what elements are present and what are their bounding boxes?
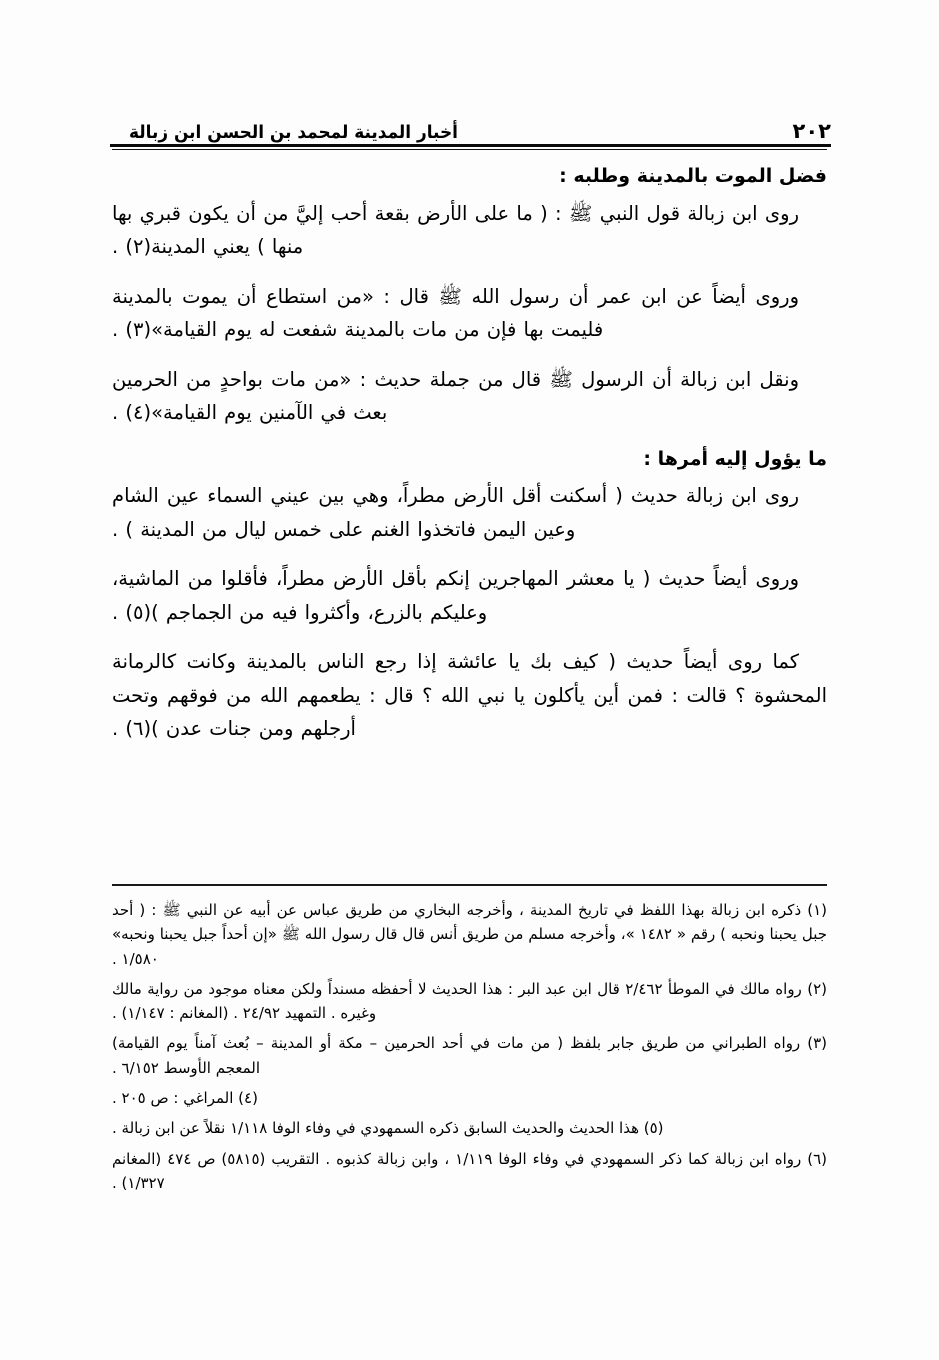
header-rule-thin [112, 149, 827, 150]
running-head-title: أخبار المدينة لمحمد بن الحسن ابن زبالة [128, 122, 458, 143]
paragraph-1-1: روى ابن زبالة قول النبي ﷺ : ( ما على الأرض بقعة أحب إليَّ من أن يكون قبري بها منها ) يعني المدينة‏(٢) . [112, 201, 799, 259]
paragraph-1-2: وروى أيضاً عن ابن عمر أن رسول الله ﷺ قال : «من استطاع أن يموت بالمدينة فليمت بها فإن من مات بالمدينة شفعت له يوم القيامة»‏(٣) . [112, 284, 799, 342]
footnotes-block [112, 898, 827, 1201]
footnote-2: (٢) رواه مالك في الموطأ ٢/٤٦٢ قال ابن عبد البر : هذا الحديث لا أحفظه مسنداً ولكن معناه موجود من رواية مالك وغيره . التمهيد ٢٤/٩٢ . (المغانم : ١/١٤٧) . [112, 979, 827, 1023]
section-heading-2: ما يؤول إليه أمرها : [643, 447, 827, 470]
header-rule-thick [110, 144, 831, 147]
footnote-1: (١) ذكره ابن زبالة بهذا اللفظ في تاريخ المدينة ، وأخرجه البخاري من طريق عباس عن أبيه عن النبي ﷺ : ( أحد جبل يحبنا ونحبه ) رقم « ١٤٨٢ »، وأخرجه مسلم من طريق أنس قال قال رسول الله ﷺ «إن أحداً جبل يحبنا ونحبه» ١/٥٨٠ . [112, 901, 828, 968]
page-number: ٢٠٢ [792, 119, 831, 143]
running-head [108, 100, 831, 142]
paragraph-2-3: كما روى أيضاً حديث ( كيف بك يا عائشة إذا رجع الناس بالمدينة وكانت كالرمانة المحشوة ؟ قالت : فمن أين يأكلون يا نبي الله ؟ قال : يطعمهم الله من فوقهم وتحت أرجلهم ومن جنات عدن )‏(٦) . [112, 650, 827, 741]
footnote-separator-rule [112, 884, 827, 886]
paragraph-2-1: روى ابن زبالة حديث ( أسكنت أقل الأرض مطراً، وهي بين عيني السماء عين الشام وعين اليمن فاتخذوا الغنم على خمس ليال من المدينة ) . [112, 484, 799, 541]
section-heading-1: فضل الموت بالمدينة وطلبه : [559, 165, 827, 187]
paragraph-1-3: ونقل ابن زبالة أن الرسول ﷺ قال من جملة حديث : «من مات بواحدٍ من الحرمين بعث في الآمنين يوم القيامة»‏(٤) . [112, 367, 799, 425]
footnote-5: (٥) هذا الحديث والحديث السابق ذكره السمهودي في وفاء الوفا ١/١١٨ نقلاً عن ابن زبالة . [112, 1119, 664, 1138]
footnote-4: (٤) المراغي : ص ٢٠٥ . [112, 1089, 258, 1108]
paragraph-2-2: وروى أيضاً حديث ( يا معشر المهاجرين إنكم بأقل الأرض مطراً، فأقلوا من الماشية، وعليكم بالزرع، وأكثروا فيه من الجماجم )‏(٥) . [112, 567, 799, 624]
footnote-6: (٦) رواه ابن زبالة كما ذكر السمهودي في وفاء الوفا ١/١١٩ ، وابن زبالة كذبوه . التقريب (٥٨١٥) ص ٤٧٤ (المغانم ١/٣٢٧) . [112, 1149, 828, 1192]
footnote-3: (٣) رواه الطبراني من طريق جابر بلفظ ( من مات في أحد الحرمين – مكة أو المدينة – بُعث آمناً يوم القيامة) المعجم الأوسط ٦/١٥٢ . [112, 1034, 827, 1077]
